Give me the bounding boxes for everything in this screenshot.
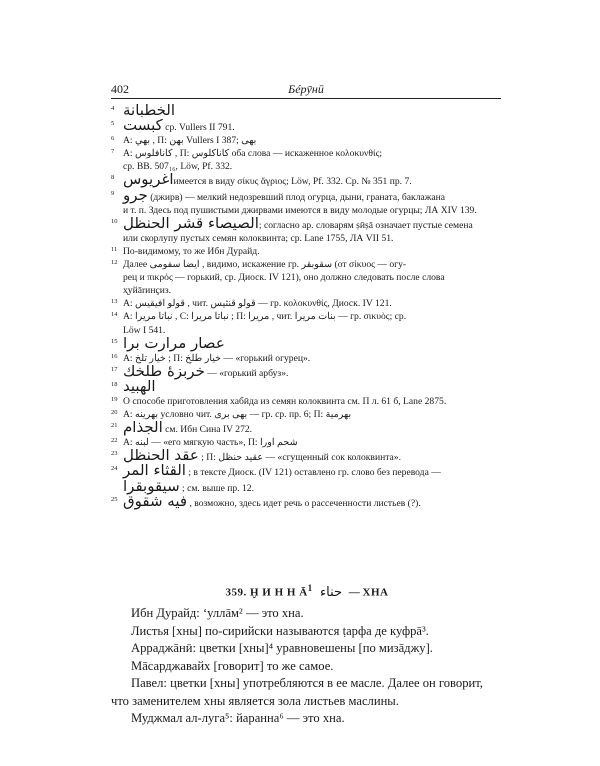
footnote-number: 13 [111, 298, 118, 306]
footnote-line [111, 147, 503, 160]
footnote-arabic: الجذام [123, 421, 163, 437]
footnote-number: 6 [111, 135, 115, 143]
footnote-text: ҳуйārинҫиз. [123, 285, 172, 297]
footnote-text: и т. п. Здесь под пушистыми джирвами имеются в виду молодые огурцы; ЛА XIV 139. [123, 204, 477, 216]
footnote-arabic: الخطبانة [123, 104, 176, 119]
footnote-text: — «горький арбуз». [204, 367, 289, 379]
footnote-number: 5 [111, 120, 115, 128]
footnote-text: Löw I 541. [123, 324, 166, 336]
footnote-number: 23 [111, 450, 118, 458]
footnote-line [111, 134, 503, 147]
footnote-number: 22 [111, 437, 118, 445]
footnote-line [111, 408, 503, 421]
footnote-number: 18 [111, 380, 118, 388]
footnotes [111, 104, 503, 510]
footnote-number: 15 [111, 337, 118, 345]
body-line: Ибн Дурайд: ʻуллāм² — это хна. [131, 606, 304, 620]
footnote-line [111, 245, 503, 258]
footnote-text: О способе приготовления хабӣда из семян колоквинта см. П л. 61 б, Lane 2875. [123, 395, 447, 407]
footnote-line [111, 480, 503, 495]
footnote-number: 16 [111, 352, 118, 360]
footnote-number: 4 [111, 105, 115, 112]
footnote-arabic: الصيصاء قشر الحنظل [123, 216, 259, 232]
footnote-arabic: الهبيد [123, 379, 156, 395]
footnote-number: 14 [111, 311, 118, 319]
footnote-text: , возможно, здесь идет речь о рассеченности листьев (?). [187, 497, 421, 509]
entry-arabic: حناء [320, 584, 343, 600]
footnote-number: 20 [111, 409, 118, 417]
footnote-number: 21 [111, 422, 118, 430]
body-line: Павел: цветки [хны] употребляются в ее масле. Далее он говорит, [131, 676, 483, 690]
footnote-number: 8 [111, 174, 115, 182]
footnote-text: A: لبنه — «его мягкую часть», П: شحم اورا [123, 437, 298, 449]
body-line: Мāсарджавайх [говорит] то же самое. [131, 658, 334, 673]
footnote-arabic: عصار مرارت برا [123, 336, 225, 352]
footnote-line [111, 436, 503, 449]
footnote-number: 25 [111, 495, 118, 503]
footnote-number: 24 [111, 465, 118, 473]
footnote-number: 9 [111, 189, 115, 197]
footnote-text: рец и πικρός — горький, ср. Диоск. IV 121), оно должно следовать после слова [123, 272, 445, 284]
footnote-text: ср. BB. 507₁₆, Löw, Pf. 332. [123, 161, 233, 173]
footnote-text: ; см. выше пр. 12. [179, 482, 254, 494]
page-number: 402 [111, 82, 129, 96]
footnote-line [111, 297, 503, 310]
footnote-line [111, 204, 503, 217]
footnote-arabic: عقد الحنظل [123, 449, 199, 465]
entry-body [111, 605, 503, 728]
footnote-text: (джирв) — мелкий недозревший плод огурца, дыни, граната, баклажана [147, 191, 446, 203]
footnote-number: 10 [111, 217, 118, 225]
footnote-text: A: كانافلوس , П: كاناكلوس оба слова — искаженное κολοκυνθίς; [123, 148, 383, 160]
page-header [111, 82, 501, 99]
footnote-line [111, 365, 503, 380]
footnote-arabic: سيقوبقرا [123, 479, 180, 495]
body-line: Муджмал ал-луга⁵: йаранна⁶ — это хна. [131, 711, 345, 725]
footnote-line [111, 495, 503, 510]
footnote-text: A: قولو افيقيس , чит. قولو قنثيس — гр. κολοκυνθίς, Диоск. IV 121. [123, 298, 392, 310]
footnote-line [111, 464, 503, 479]
footnote-arabic: فيه شقوق [123, 494, 188, 510]
footnote-text: По-видимому, то же Ибн Дурайд. [123, 245, 260, 257]
footnote-text: ср. Vullers II 791. [162, 122, 235, 134]
footnote-number: 12 [111, 259, 118, 267]
footnote-number: 19 [111, 395, 118, 403]
footnote-arabic: جرو [123, 188, 148, 204]
footnote-number: 7 [111, 148, 115, 156]
footnote-text: Далее ايضا سفومى , видимо, искажение гр. سقوبقر (от σίκυος — огу- [123, 259, 407, 271]
entry-russian: — ХНА [348, 586, 389, 599]
footnote-arabic: اغريوس [123, 173, 174, 189]
footnote-line [111, 104, 503, 119]
footnote-number: 17 [111, 365, 118, 373]
footnote-text: или скорлупу пустых семян колоквинта; ср. Lane 1755, ЛА VII 51. [123, 232, 394, 244]
footnote-text: ; согласно ар. словарям ṣӣṣā означает пустые семена [258, 219, 473, 231]
footnote-line [111, 119, 503, 134]
footnote-text: A: نباتا مريرا , C: نباتا مريرا ; П: مريرا , чит. بنات مريرا — гр. σικυὸς; ср. [123, 311, 407, 323]
footnote-text: имеется в виду σίκυς ἄγριος; Löw, Pf. 332. Ср. № 351 пр. 7. [173, 176, 412, 188]
entry-title [111, 583, 503, 600]
footnote-line [111, 421, 503, 436]
footnote-line [111, 232, 503, 245]
footnote-line [111, 449, 503, 464]
body-line: Листья [хны] по-сирийски называются ṭарфа де куфрā³. [131, 623, 429, 638]
running-title: Бéрӯнӣ [288, 82, 324, 96]
footnote-text: A: بهي , П: بهن Vullers I 387; بهى [123, 135, 257, 147]
footnote-arabic: خربزهٔ طلخك [123, 364, 205, 380]
footnote-line [111, 380, 503, 395]
footnote-line [111, 173, 503, 188]
body-line: что заменителем хны является зола листьев маслины. [111, 693, 399, 708]
footnote-line [111, 284, 503, 297]
body-line: Арраджāнӣ: цветки [хны]⁴ уравновешены [по мизāджу]. [131, 641, 433, 655]
footnote-line [111, 310, 503, 323]
footnote-line [111, 395, 503, 408]
footnote-text: см. Ибн Сина IV 272. [162, 424, 253, 436]
footnote-text: A: خيار تلخ ; П: خيار طلخ — «горький огурец». [123, 352, 311, 364]
footnote-line [111, 271, 503, 284]
footnote-number: 11 [111, 245, 118, 253]
footnote-arabic: كبست [123, 119, 163, 135]
footnote-line [111, 160, 503, 173]
footnote-line [111, 217, 503, 232]
footnote-line [111, 258, 503, 271]
footnote-text: ; в тексте Диоск. (IV 121) оставлено гр. слово без перевода — [185, 467, 441, 479]
entry-translit: Ḫ И Н Н Ā [250, 586, 308, 599]
footnote-line [111, 189, 503, 204]
footnote-line [111, 337, 503, 352]
entry-footnote-ref: 1 [307, 583, 313, 593]
footnote-arabic: القثاء المر [123, 464, 186, 480]
footnote-line [111, 352, 503, 365]
footnote-line [111, 324, 503, 337]
footnote-text: A: بهرينه условно чит. بهى برى — гр. ср. пр. 6; П: بهرمية [123, 409, 352, 421]
entry-number: 359. [225, 586, 247, 599]
footnote-text: ; П: عقيد حنظل — «сгущенный сок колоквинта». [198, 452, 401, 464]
